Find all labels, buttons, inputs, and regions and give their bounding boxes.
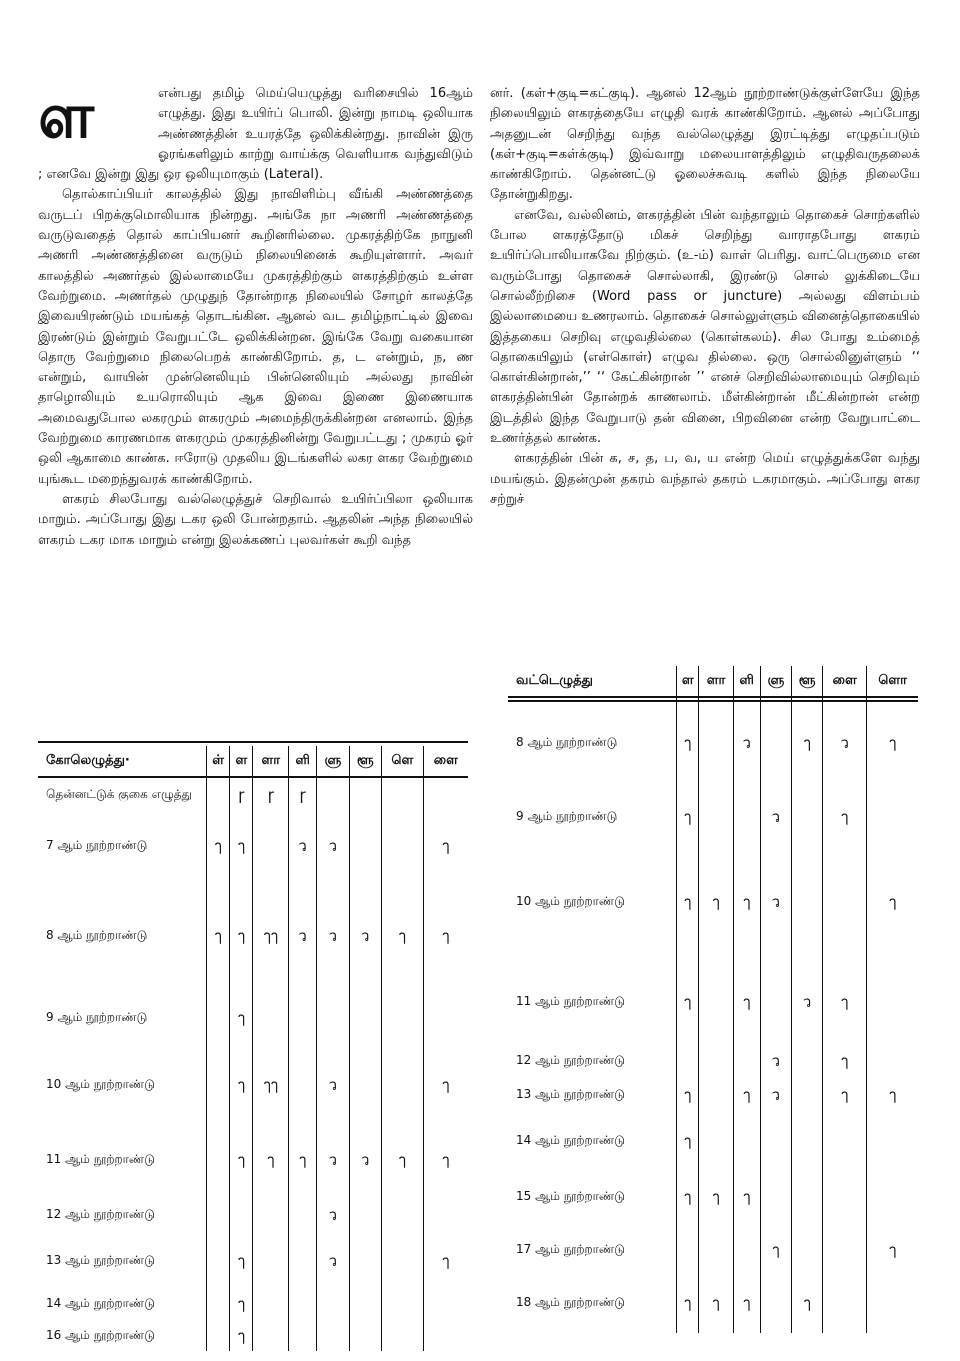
table-row: [508, 1167, 918, 1227]
glyph-cell: [381, 991, 423, 1045]
glyph-cell: [823, 1167, 867, 1227]
row-label: 13 ஆம் நூற்றாண்டு: [38, 1235, 207, 1287]
glyph-cell: ๅ: [823, 787, 867, 847]
glyph-cell: [207, 1195, 230, 1235]
glyph-cell: ว: [289, 881, 317, 991]
glyph-cell: ๅ: [289, 1125, 317, 1195]
row-label: 9 ஆம் நூற்றாண்டு: [508, 787, 677, 847]
glyph-cell: [733, 1047, 760, 1075]
glyph-cell: [381, 1195, 423, 1235]
glyph-cell: [381, 1287, 423, 1321]
glyph-cell: ๅ: [230, 1287, 253, 1321]
glyph-cell: [699, 1115, 733, 1167]
table-header-row: [38, 746, 468, 777]
glyph-cell: [760, 697, 791, 787]
glyph-cell: ว: [349, 1125, 381, 1195]
glyph-cell: [349, 1195, 381, 1235]
glyph-cell: ๅ: [699, 1167, 733, 1227]
glyph-cell: [253, 1321, 289, 1351]
glyph-cell: ๅ: [442, 1076, 450, 1094]
glyph-cell: [760, 957, 791, 1047]
glyph-cell: [253, 1195, 289, 1235]
row-label: 7 ஆம் நூற்றாண்டு: [38, 811, 207, 881]
glyph-cell: [289, 991, 317, 1045]
glyph-cell: ๅ: [230, 881, 253, 991]
glyph-cell: ว: [317, 1235, 349, 1287]
table-row: [38, 1195, 468, 1235]
glyph-cell: ๅ: [442, 927, 450, 945]
glyph-cell: [253, 1235, 289, 1287]
glyph-cell: ๅ: [888, 1086, 897, 1104]
glyph-cell: [733, 1227, 760, 1273]
glyph-cell: ๅ: [733, 957, 760, 1047]
glyph-cell: [207, 991, 230, 1045]
glyph-cell: [792, 1115, 823, 1167]
glyph-cell: ๅ: [230, 811, 253, 881]
column-header: ளெ: [381, 746, 423, 777]
glyph-cell: ว: [349, 881, 381, 991]
column-header: ள்: [207, 746, 230, 777]
row-label: 17 ஆம் நூற்றாண்டு: [508, 1227, 677, 1273]
table-row: [508, 1115, 918, 1167]
column-header: ளை: [823, 666, 867, 697]
glyph-cell: ๅ: [677, 697, 699, 787]
glyph-cell: ๅ: [792, 697, 823, 787]
glyph-cell: ๅ: [699, 847, 733, 957]
glyph-cell: ๅ: [677, 1075, 699, 1115]
glyph-cell: ๅ: [381, 881, 423, 991]
table-header-label: வட்டெழுத்து: [508, 666, 677, 697]
glyph-cell: ๅ: [677, 787, 699, 847]
glyph-cell: ๅ: [760, 1227, 791, 1273]
glyph-cell: ๅ: [230, 1235, 253, 1287]
column-header: ளா: [699, 666, 733, 697]
glyph-cell: [423, 777, 468, 811]
glyph-cell: ๅ: [823, 1047, 867, 1075]
paragraph-1-text: என்பது தமிழ் மெய்யெழுத்து வரிசையில் 16ஆம் எழுத்து. இது உயிர்ப் பொலி. இன்று நாமடி ஒலியாக அண்ணத்தின் உயரத்தே ஒலிக்கின்றது. நாவின் இரு ஓரங்களிலும் காற்று வாய்க்கு வெளியாக வந்துவிடும் ; எனவே இன்று இது ஒர ஒலியுமாகும் (Lateral).: [38, 86, 473, 183]
row-label: 14 ஆம் நூற்றாண்டு: [38, 1287, 207, 1321]
table-row: [38, 777, 468, 811]
table-row: [508, 847, 918, 957]
table-row: [38, 1235, 468, 1287]
right-text-column: [490, 84, 920, 510]
row-label: 8 ஆம் நூற்றாண்டு: [38, 881, 207, 991]
column-header: ளொ: [867, 666, 918, 697]
glyph-cell: ว: [317, 811, 349, 881]
vattezhuthu-table: [508, 666, 918, 1333]
row-label: 10 ஆம் நூற்றாண்டு: [38, 1045, 207, 1125]
glyph-cell: [867, 957, 918, 1047]
glyph-cell: [867, 787, 918, 847]
kolezhuthu-table: [38, 746, 468, 1351]
paragraph-6: ளகரத்தின் பின் க, ச, த, ப, வ, ய என்ற மெய் எழுத்துக்களே வந்து மயங்கும். இதன்முன் தகரம் வந்தால் தகரம் டகரமாகும். அப்போது ளகர சற்றுச்: [490, 451, 920, 507]
column-header: ளூ: [792, 666, 823, 697]
glyph-cell: [823, 847, 867, 957]
row-label: 8 ஆம் நூற்றாண்டு: [508, 697, 677, 787]
glyph-cell: ๅ: [733, 1273, 760, 1333]
glyph-cell: ๅ: [733, 1167, 760, 1227]
glyph-cell: [867, 1115, 918, 1167]
glyph-cell: [349, 1045, 381, 1125]
table-row: [38, 1125, 468, 1195]
glyph-cell: ว: [289, 811, 317, 881]
glyph-cell: [381, 1321, 423, 1351]
drop-cap-letter: ள: [38, 79, 92, 152]
row-label: 10 ஆம் நூற்றாண்டு: [508, 847, 677, 957]
glyph-cell: [207, 777, 230, 811]
glyph-cell: [289, 1287, 317, 1321]
glyph-cell: ว: [823, 697, 867, 787]
glyph-cell: ๅ: [442, 1151, 450, 1169]
glyph-cell: ๅ: [888, 893, 897, 911]
glyph-cell: ๅ: [677, 847, 699, 957]
glyph-cell: [823, 1115, 867, 1167]
row-label: 9 ஆம் நூற்றாண்டு: [38, 991, 207, 1045]
glyph-cell: [792, 787, 823, 847]
row-label: தென்னட்டுக் குகை எழுத்து: [38, 777, 207, 811]
row-label: 18 ஆம் நூற்றாண்டு: [508, 1273, 677, 1333]
row-label: 12 ஆம் நூற்றாண்டு: [38, 1195, 207, 1235]
glyph-cell: ว: [760, 1075, 791, 1115]
glyph-cell: ๅ: [207, 881, 230, 991]
table-row: [508, 1047, 918, 1075]
glyph-cell: ว: [317, 881, 349, 991]
glyph-cell: [792, 1227, 823, 1273]
column-header: ளூ: [349, 746, 381, 777]
glyph-cell: ๅๅ: [253, 881, 289, 991]
glyph-cell: [349, 811, 381, 881]
glyph-cell: [349, 1287, 381, 1321]
row-label: 14 ஆம் நூற்றாண்டு: [508, 1115, 677, 1167]
glyph-cell: [733, 1115, 760, 1167]
glyph-cell: [699, 1075, 733, 1115]
glyph-cell: [207, 1235, 230, 1287]
table-row: [38, 1287, 468, 1321]
glyph-cell: ɼ: [230, 777, 253, 811]
table-row: [38, 881, 468, 991]
glyph-cell: [289, 1235, 317, 1287]
glyph-cell: [253, 1287, 289, 1321]
glyph-cell: [760, 1273, 791, 1333]
glyph-cell: ว: [760, 847, 791, 957]
glyph-cell: ๅ: [733, 1075, 760, 1115]
glyph-cell: ๅ: [677, 1273, 699, 1333]
glyph-cell: ว: [317, 1125, 349, 1195]
glyph-cell: [423, 1195, 468, 1235]
glyph-cell: [867, 1047, 918, 1075]
glyph-cell: [207, 1287, 230, 1321]
glyph-cell: [207, 1045, 230, 1125]
glyph-cell: [349, 1321, 381, 1351]
glyph-cell: [253, 811, 289, 881]
glyph-cell: [381, 1235, 423, 1287]
glyph-cell: [823, 1273, 867, 1333]
glyph-cell: [423, 991, 468, 1045]
glyph-cell: [289, 1321, 317, 1351]
glyph-cell: ๅ: [699, 1273, 733, 1333]
glyph-cell: [867, 1273, 918, 1333]
glyph-cell: ๅ: [207, 811, 230, 881]
glyph-cell: [699, 1047, 733, 1075]
glyph-cell: ๅ: [823, 957, 867, 1047]
glyph-cell: ๅ: [733, 847, 760, 957]
glyph-cell: ๅ: [823, 1075, 867, 1115]
glyph-cell: ว: [317, 1195, 349, 1235]
glyph-cell: ๅ: [230, 1045, 253, 1125]
glyph-cell: [349, 777, 381, 811]
row-label: 15 ஆம் நூற்றாண்டு: [508, 1167, 677, 1227]
glyph-cell: ๅ: [677, 1115, 699, 1167]
table-row: [508, 1075, 918, 1115]
glyph-cell: [792, 847, 823, 957]
glyph-cell: [207, 1125, 230, 1195]
table-row: [38, 811, 468, 881]
paragraph-4: னர். (கள்+குடி=கட்குடி). ஆனல் 12ஆம் நூற்றாண்டுக்குள்ளேயே இந்த நிலையிலும் ளகரத்தையே எழுதி வரக் காண்கிறோம். ஆனல் அப்போது அதனுடன் செறிந்து வந்த வல்லெழுத்து இரட்டித்து எழுதப்படும் (கள்+குடி=கள்க்குடி) இவ்வாறு மலையாளத்திலும் எழுதிவருதலைக் காண்கிறோம். தென்னட்டு ஓலைச்சுவடி களில் இந்த நிலையே தோன்றுகிறது.: [490, 86, 920, 203]
column-header: ளு: [317, 746, 349, 777]
glyph-cell: [289, 1195, 317, 1235]
glyph-cell: ๅ: [253, 1125, 289, 1195]
glyph-cell: ๅ: [677, 1167, 699, 1227]
glyph-cell: ɼ: [253, 777, 289, 811]
glyph-cell: [423, 1321, 468, 1351]
table-row: [38, 1045, 468, 1125]
glyph-cell: ๅ: [888, 733, 897, 752]
glyph-cell: ๅ: [381, 1125, 423, 1195]
glyph-cell: [317, 1321, 349, 1351]
column-header: ளா: [253, 746, 289, 777]
paragraph-5: எனவே, வல்லினம், ளகரத்தின் பின் வந்தாலும் தொகைச் சொற்களில் போல ளகரத்தோடு மிகச் செறிந்து வாராதபோது ளகரம் உயிர்ப்பொலியாகவே நிற்கும். (உ-ம்) வாள் பெரிது. வாட்பெருமை என வரும்போது தொகைச் சொல்லாகி, இரண்டு சொல் லுக்கிடையே சொல்லீற்றிசை (Word pass or juncture) அல்லது விளம்பம் இல்லாமையை உணரலாம். தொகைச் சொல்லுள்ளும் வினைத்தொகையில் இத்தகைய செறிவு எழுவதில்லை (கொள்கலம்). சில போது உம்மைத் தொகையிலும் (எள்கொள்) எழுவ தில்லை. ஒரு சொல்லினுள்ளும் ‘‘ கொள்கின்றான்,’’ ‘‘ கேட்கின்றான் ’’ எனச் செறிவில்லாமையும் செறிவும் ளகரத்தின்பின் தோன்றக் காணலாம். மீள்கின்றான் மீட்கின்றான் என்ற இடத்தில் இந்த வேறுபாடு தன் வினை, பிறவினை என்ற வேறுபாட்டை உணர்த்தல் காண்க.: [490, 207, 920, 447]
row-label: 11 ஆம் நூற்றாண்டு: [38, 1125, 207, 1195]
table-row: [38, 991, 468, 1045]
glyph-cell: [349, 991, 381, 1045]
glyph-cell: ๅ: [888, 1241, 897, 1259]
table-header-label: கோலெழுத்து·: [38, 746, 207, 777]
left-table-top-rule: [38, 741, 468, 743]
glyph-cell: [317, 991, 349, 1045]
table-row: [508, 787, 918, 847]
glyph-cell: ๅ: [442, 1252, 450, 1270]
left-text-column: [38, 79, 473, 551]
glyph-cell: [792, 1167, 823, 1227]
glyph-cell: [867, 1167, 918, 1227]
glyph-cell: ว: [317, 1045, 349, 1125]
glyph-cell: ๅ: [230, 991, 253, 1045]
glyph-cell: [677, 1227, 699, 1273]
table-row: [38, 1321, 468, 1351]
column-header: ளு: [760, 666, 791, 697]
glyph-cell: [699, 787, 733, 847]
glyph-cell: ๅ: [230, 1321, 253, 1351]
table-header-row: [508, 666, 918, 697]
glyph-cell: [792, 1047, 823, 1075]
glyph-cell: [792, 1075, 823, 1115]
glyph-cell: [381, 777, 423, 811]
glyph-cell: ɼ: [289, 777, 317, 811]
glyph-cell: [230, 1195, 253, 1235]
column-header: ளை: [423, 746, 468, 777]
row-label: 13 ஆம் நூற்றாண்டு: [508, 1075, 677, 1115]
glyph-cell: ๅๅ: [253, 1045, 289, 1125]
column-header: ளி: [289, 746, 317, 777]
glyph-cell: [699, 957, 733, 1047]
glyph-cell: [823, 1227, 867, 1273]
glyph-cell: ว: [760, 787, 791, 847]
glyph-cell: [207, 1321, 230, 1351]
glyph-cell: [289, 1045, 317, 1125]
glyph-cell: ว: [760, 1047, 791, 1075]
glyph-cell: [381, 1045, 423, 1125]
glyph-cell: [760, 1167, 791, 1227]
glyph-cell: [699, 1227, 733, 1273]
row-label: 11 ஆம் நூற்றாண்டு: [508, 957, 677, 1047]
table-row: [508, 1273, 918, 1333]
glyph-cell: [677, 1047, 699, 1075]
table-row: [508, 697, 918, 787]
glyph-cell: [317, 777, 349, 811]
glyph-cell: ๅ: [230, 1125, 253, 1195]
glyph-cell: [760, 1115, 791, 1167]
glyph-cell: ๅ: [677, 957, 699, 1047]
glyph-cell: [733, 787, 760, 847]
column-header: ள: [230, 746, 253, 777]
table-row: [508, 957, 918, 1047]
glyph-cell: [699, 697, 733, 787]
glyph-cell: [349, 1235, 381, 1287]
glyph-cell: ๅ: [442, 837, 450, 855]
glyph-cell: ๅ: [792, 1273, 823, 1333]
row-label: 16 ஆம் நூற்றாண்டு: [38, 1321, 207, 1351]
glyph-cell: ว: [733, 697, 760, 787]
column-header: ளி: [733, 666, 760, 697]
row-label: 12 ஆம் நூற்றாண்டு: [508, 1047, 677, 1075]
glyph-cell: [423, 1287, 468, 1321]
table-row: [508, 1227, 918, 1273]
paragraph-2: தொல்காப்பியர் காலத்தில் இது நாவிளிம்பு வீங்கி அண்ணத்தை வருடப் பிறக்குமொலியாக நின்றது. அங்கே நா அணரி அண்ணத்தை வருடுவதைத் தொல் காப்பியனர் கூறினரில்லை. முகரத்திற்கே நாநுனி அணரி அண்ணத்தினை வருடும் நிலையினைக் கூறியுள்ளார். அவர் காலத்தில் அணர்தல் இல்லாமையே முகரத்திற்கும் ளகரத்திற்கும் உள்ள வேற்றுமை. அணர்தல் முழுதுந் தோன்றாத நிலையில் சோழர் காலத்தே இவையிரண்டும் மயங்கத் தொடங்கின. ஆனல் வட தமிழ்நாட்டில் இவை இரண்டும் இன்றும் வேறுபட்டே ஒலிக்கின்றன. இங்கே வேறு வகையான தொரு வேற்றுமை நிலைபெறக் காண்கிறோம். த, ட என்றும், ந, ண என்றும், வாயின் முன்னெலியும் பின்னெலியும் அல்லது நாவின் தாழொலியும் உயரொலியும் ஆக இவை இணை இணையாக அமைவதுபோல லகரமும் ளகரமும் அமைந்திருக்கின்றன எனலாம். இந்த வேற்றுமை காரணமாக ளகரமும் முகரத்தினின்று வேறுபட்டது ; முகரம் ஓர் ஒலி ஆகாமை காண்க. ஈரோடு முதலிய இடங்களில் லகர ளகர வேற்றுமை யுங்கூட மறைந்துவரக் காண்கிறோம்.: [38, 187, 473, 487]
glyph-cell: [317, 1287, 349, 1321]
glyph-cell: ว: [792, 957, 823, 1047]
column-header: ள: [677, 666, 699, 697]
paragraph-1: [38, 79, 473, 185]
paragraph-3: ளகரம் சிலபோது வல்லெழுத்துச் செறிவால் உயிர்ப்பிலா ஒலியாக மாறும். அப்போது இது டகர ஒலி போன்றதாம். ஆதலின் அந்த நிலையில் ளகரம் டகர மாக மாறும் என்று இலக்கணப் புலவர்கள் கூறி வந்த: [38, 491, 473, 548]
glyph-cell: [253, 991, 289, 1045]
glyph-cell: [381, 811, 423, 881]
